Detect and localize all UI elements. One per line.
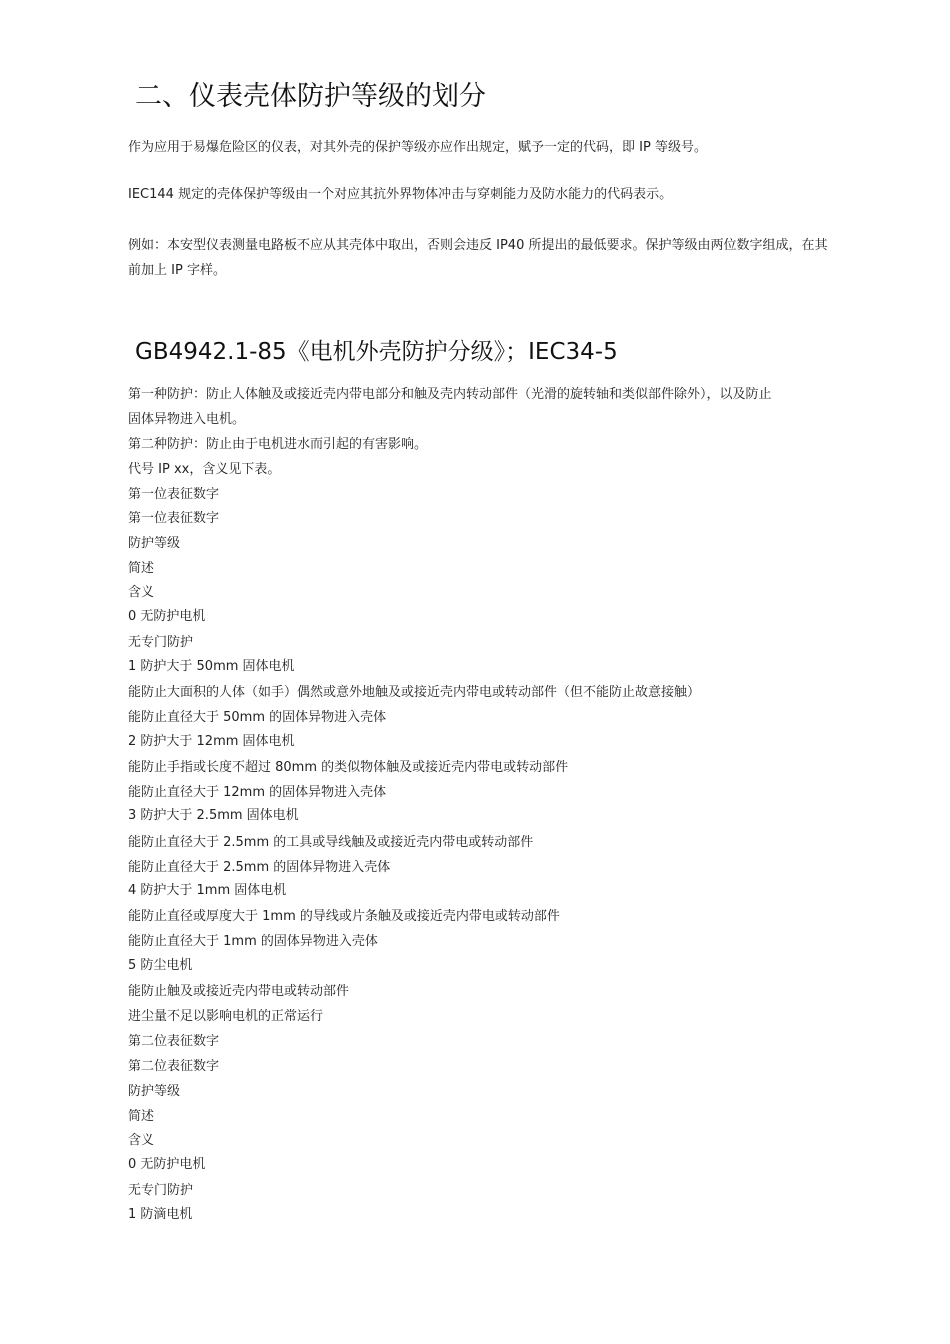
text-line: 第二种防护：防止由于电机进水而引起的有害影响。 (128, 437, 428, 452)
text-line: 能防止直径大于 2.5mm 的工具或导线触及或接近壳内带电或转动部件 (128, 835, 534, 850)
text-line: 防护等级 (128, 1084, 181, 1099)
paragraph-text: 作为应用于易爆危险区的仪表，对其外壳的保护等级亦应作出规定，赋予一定的代码，即 IP 等级号。 (128, 140, 707, 155)
text-line: 代号 IP xx，含义见下表。 (128, 462, 281, 477)
section-heading-gb4942: GB4942.1-85《电机外壳防护分级》；IEC34-5 (135, 339, 618, 365)
paragraph-text: IEC144 规定的壳体保护等级由一个对应其抗外界物体冲击与穿刺能力及防水能力的代码表示。 (128, 187, 673, 202)
text-line: 能防止直径大于 12mm 的固体异物进入壳体 (128, 785, 387, 800)
text-line: 5 防尘电机 (128, 958, 193, 973)
text-line: 简述 (128, 1109, 155, 1124)
text-line: 含义 (128, 585, 155, 600)
text-line: 能防止触及或接近壳内带电或转动部件 (128, 984, 350, 999)
text-line: 1 防滴电机 (128, 1207, 193, 1222)
example-paragraph (128, 233, 836, 283)
text-line: 第二位表征数字 (128, 1034, 220, 1049)
text-line: 简述 (128, 561, 155, 576)
text-line: 第一种防护：防止人体触及或接近壳内带电部分和触及壳内转动部件（光滑的旋转轴和类似部件除外），以及防止 (128, 387, 772, 402)
text-line: 防护等级 (128, 536, 181, 551)
text-line: 无专门防护 (128, 635, 194, 650)
text-line: 3 防护大于 2.5mm 固体电机 (128, 808, 299, 823)
text-line: 固体异物进入电机。 (128, 412, 246, 427)
text-line: 含义 (128, 1133, 155, 1148)
text-line: 能防止手指或长度不超过 80mm 的类似物体触及或接近壳内带电或转动部件 (128, 760, 569, 775)
text-line: 0 无防护电机 (128, 609, 206, 624)
text-line: 0 无防护电机 (128, 1157, 206, 1172)
text-line: 无专门防护 (128, 1183, 194, 1198)
text-line: 能防止直径大于 50mm 的固体异物进入壳体 (128, 710, 387, 725)
text-line: 2 防护大于 12mm 固体电机 (128, 734, 295, 749)
text-line: 进尘量不足以影响电机的正常运行 (128, 1009, 324, 1024)
text-line: 1 防护大于 50mm 固体电机 (128, 659, 295, 674)
text-line: 第一位表征数字 (128, 511, 220, 526)
iec144-paragraph (128, 182, 836, 207)
text-line: 能防止直径或厚度大于 1mm 的导线或片条触及或接近壳内带电或转动部件 (128, 909, 560, 924)
text-line: 能防止直径大于 2.5mm 的固体异物进入壳体 (128, 860, 391, 875)
paragraph-text: 例如：本安型仪表测量电路板不应从其壳体中取出，否则会违反 IP40 所提出的最低要求。保护等级由两位数字组成，在其前加上 IP 字样。 (128, 238, 828, 278)
section-heading-housing-protection: 二、仪表壳体防护等级的划分 (135, 81, 486, 112)
text-line: 4 防护大于 1mm 固体电机 (128, 883, 287, 898)
text-line: 能防止大面积的人体（如手）偶然或意外地触及或接近壳内带电或转动部件（但不能防止故意接触） (128, 685, 701, 700)
text-line: 能防止直径大于 1mm 的固体异物进入壳体 (128, 934, 378, 949)
text-line: 第二位表征数字 (128, 1059, 220, 1074)
intro-paragraph (128, 135, 836, 160)
text-line: 第一位表征数字 (128, 487, 220, 502)
